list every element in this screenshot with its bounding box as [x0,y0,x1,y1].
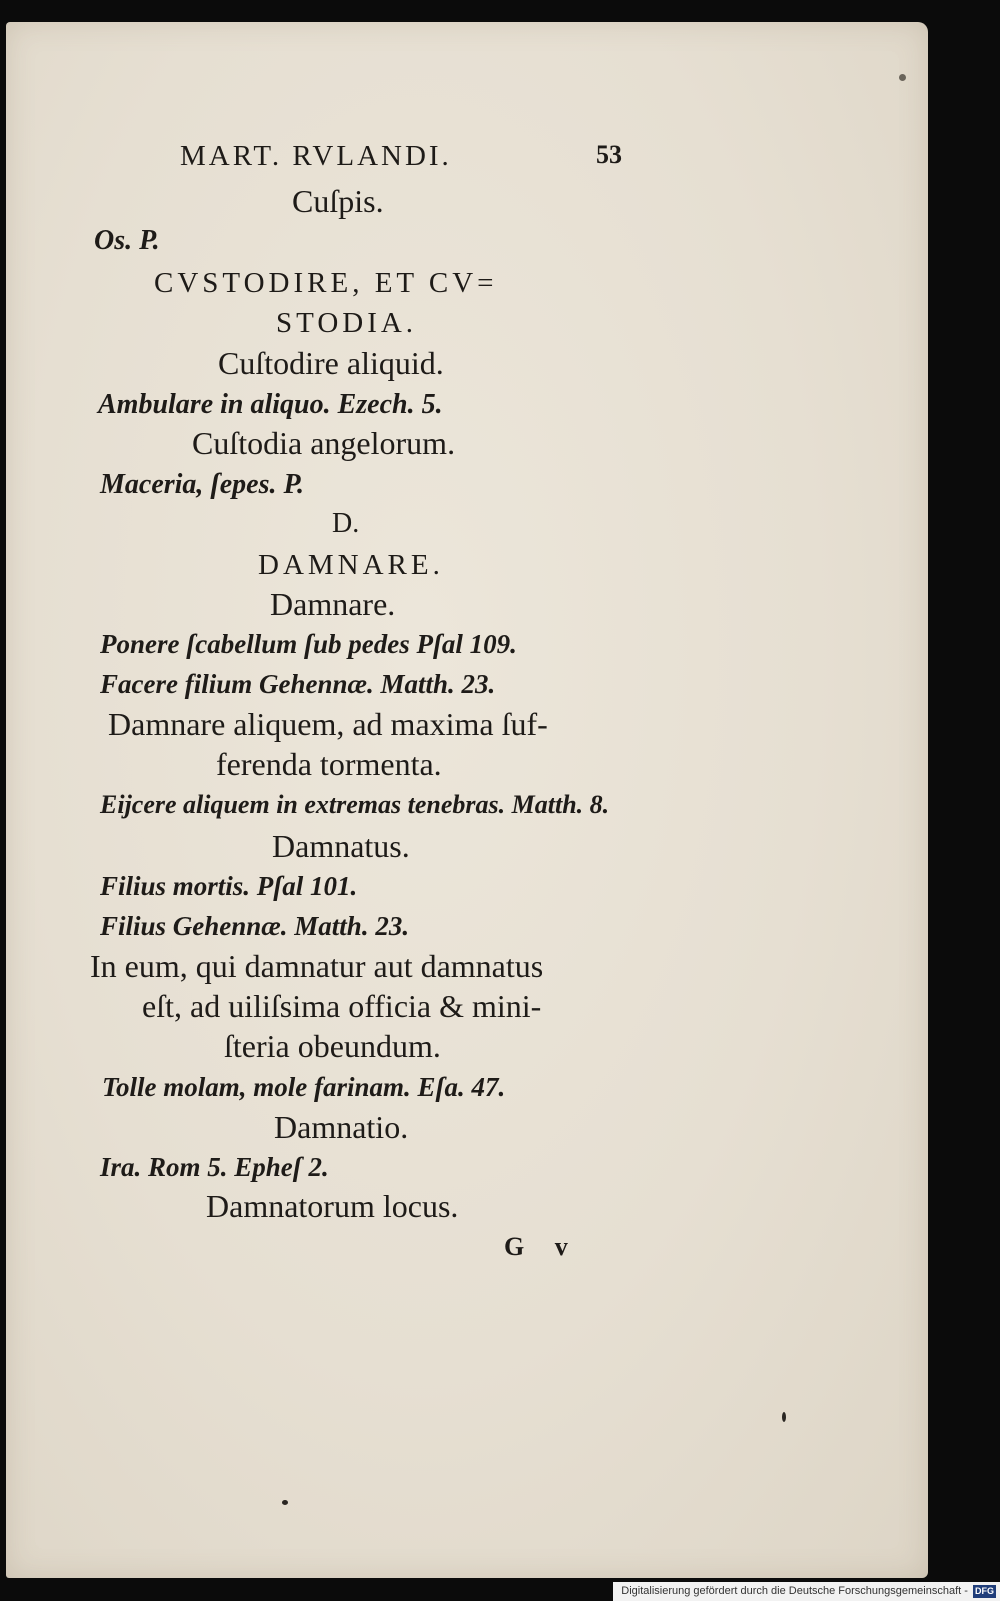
entry-heading-cont: eſt, ad uiliſsima officia & mini- [142,988,542,1024]
ink-speck [782,1412,786,1422]
digitization-credit [613,1582,1000,1601]
section-title: CVSTODIRE, ET CV= [154,267,498,299]
entry-source: Os. P. [94,225,160,256]
entry-heading-cont: ferenda tormenta. [216,746,442,782]
entry-heading: Cuſtodia angelorum. [192,425,456,461]
section-title-cont: STODIA. [276,307,418,339]
book-page [6,22,928,1578]
entry-source: Ponere ſcabellum ſub pedes Pſal 109. [100,629,517,659]
entry-source: Ira. Rom 5. Epheſ 2. [100,1152,329,1182]
dfg-logo: DFG [975,1585,994,1596]
entry-source: Filius Gehennæ. Matth. 23. [100,911,410,941]
entry-heading-cont: ſteria obeundum. [224,1028,441,1064]
entry-heading: Cuſtodire aliquid. [218,345,444,381]
running-title: MART. RVLANDI. [180,140,452,172]
section-title: DAMNARE. [258,549,444,581]
credit-text: Digitalisierung gefördert durch die Deutsche Forschungsgemeinschaft - [621,1585,968,1597]
entry-source: Ambulare in aliquo. Ezech. 5. [98,389,443,420]
ink-speck [899,74,906,81]
entry-heading: Damnatio. [274,1109,409,1145]
catchword: G v [504,1232,568,1261]
entry-source: Maceria, ſepes. P. [100,469,304,500]
entry-heading: Damnare aliquem, ad maxima ſuf- [108,706,548,742]
entry-source: Facere filium Gehennæ. Matth. 23. [100,669,496,699]
entry-heading: Damnatorum locus. [206,1188,459,1224]
entry-source: Eijcere aliquem in extremas tenebras. Matth. 8. [100,790,610,819]
entry-source: Filius mortis. Pſal 101. [100,871,358,901]
section-letter: D. [332,508,360,539]
entry-heading: Cuſpis. [292,183,384,219]
entry-source: Tolle molam, mole farinam. Eſa. 47. [102,1072,506,1102]
entry-heading: In eum, qui damnatur aut damnatus [90,948,544,984]
entry-heading: Damnatus. [272,828,410,864]
entry-heading: Damnare. [270,586,396,622]
ink-speck [282,1500,288,1505]
page-number: 53 [596,140,622,169]
